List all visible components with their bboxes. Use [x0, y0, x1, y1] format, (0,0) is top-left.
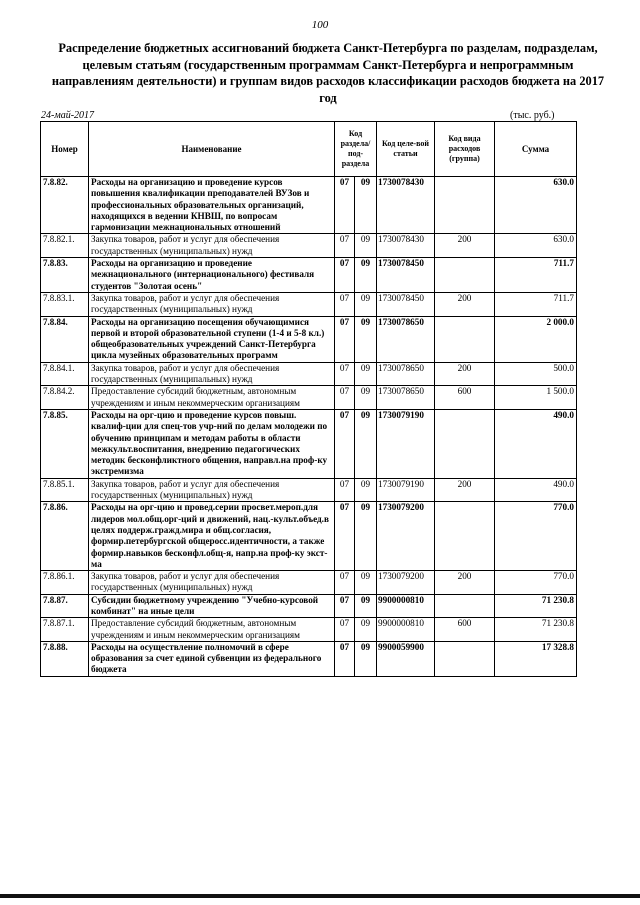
row-section: 07 — [335, 478, 355, 502]
row-group — [435, 409, 495, 478]
row-subsection: 09 — [355, 177, 377, 234]
row-article: 1730078650 — [377, 386, 435, 410]
table-row — [41, 258, 577, 293]
header-sum: Сумма — [495, 122, 577, 177]
document-date: 24-май-2017 — [41, 110, 95, 121]
budget-table-container — [40, 121, 577, 677]
row-subsection: 09 — [355, 386, 377, 410]
row-section: 07 — [335, 641, 355, 676]
row-sum: 490.0 — [495, 478, 577, 502]
row-name: Предоставление субсидий бюджетным, автономным учреждениям и иным некоммерческим организациям — [89, 618, 335, 642]
row-article: 1730079190 — [377, 478, 435, 502]
row-article: 1730079200 — [377, 571, 435, 595]
row-subsection: 09 — [355, 478, 377, 502]
row-subsection: 09 — [355, 409, 377, 478]
row-name: Закупка товаров, работ и услуг для обеспечения государственных (муниципальных) нужд — [89, 234, 335, 258]
row-group: 200 — [435, 234, 495, 258]
row-subsection: 09 — [355, 258, 377, 293]
row-article: 9900059900 — [377, 641, 435, 676]
row-number: 7.8.88. — [41, 641, 89, 676]
row-article: 1730079200 — [377, 502, 435, 571]
row-group — [435, 258, 495, 293]
row-name: Расходы на организацию посещения обучающимися первой и второй образовательной ступени (1-4 и 5-8 кл.) общеобразовательных учреждений Санкт-Петербурга цикла музейных образовательных программ — [89, 316, 335, 362]
row-name: Закупка товаров, работ и услуг для обеспечения государственных (муниципальных) нужд — [89, 478, 335, 502]
row-sum: 17 328.8 — [495, 641, 577, 676]
row-section: 07 — [335, 177, 355, 234]
row-group — [435, 316, 495, 362]
row-group — [435, 594, 495, 618]
row-name: Расходы на организацию и проведение курсов повышения квалификации преподавателей ВУЗов и профессиональных образовательных организаций, находящихся в ведении КНВШ, по вопросам гармонизации межнациональных отношений — [89, 177, 335, 234]
row-name: Расходы на орг-цию и провед.серии просвет.мероп.для лидеров мол.общ.орг-ций и движений, нац.-культ.объед.в целях поддерж.гражд.мира и общ.согласия, формир.петербургской общеросс.идентичности, а также формир.навыков бесконфл.общ-я, напр.на проф-ку экст-ма — [89, 502, 335, 571]
row-subsection: 09 — [355, 571, 377, 595]
row-sum: 1 500.0 — [495, 386, 577, 410]
row-group: 200 — [435, 362, 495, 386]
row-article: 1730079190 — [377, 409, 435, 478]
table-row — [41, 292, 577, 316]
row-sum: 490.0 — [495, 409, 577, 478]
row-section: 07 — [335, 618, 355, 642]
row-name: Закупка товаров, работ и услуг для обеспечения государственных (муниципальных) нужд — [89, 571, 335, 595]
row-name: Закупка товаров, работ и услуг для обеспечения государственных (муниципальных) нужд — [89, 292, 335, 316]
row-sum: 770.0 — [495, 571, 577, 595]
row-number: 7.8.82.1. — [41, 234, 89, 258]
row-name: Расходы на орг-цию и проведение курсов повыш. квалиф-ции для спец-тов учр-ний по делам молодежи по обучению принципам и методам работы в области межкульт.воспитания, внедрению педагогических методик бесконфликтного общения, направл.на проф-ку экстремизма — [89, 409, 335, 478]
row-sum: 630.0 — [495, 177, 577, 234]
table-row — [41, 571, 577, 595]
row-section: 07 — [335, 502, 355, 571]
row-name: Закупка товаров, работ и услуг для обеспечения государственных (муниципальных) нужд — [89, 362, 335, 386]
row-sum: 71 230.8 — [495, 618, 577, 642]
header-name: Наименование — [89, 122, 335, 177]
table-row — [41, 362, 577, 386]
header-group: Код вида расходов (группа) — [435, 122, 495, 177]
table-row — [41, 618, 577, 642]
table-header-row — [41, 122, 577, 177]
row-sum: 500.0 — [495, 362, 577, 386]
row-group: 600 — [435, 386, 495, 410]
row-section: 07 — [335, 292, 355, 316]
header-article: Код целе-вой статьи — [377, 122, 435, 177]
row-number: 7.8.84.1. — [41, 362, 89, 386]
row-group: 600 — [435, 618, 495, 642]
row-name: Предоставление субсидий бюджетным, автономным учреждениям и иным некоммерческим организациям — [89, 386, 335, 410]
row-article: 9900000810 — [377, 618, 435, 642]
row-number: 7.8.85.1. — [41, 478, 89, 502]
row-section: 07 — [335, 362, 355, 386]
row-number: 7.8.83. — [41, 258, 89, 293]
row-section: 07 — [335, 571, 355, 595]
row-subsection: 09 — [355, 292, 377, 316]
row-section: 07 — [335, 594, 355, 618]
row-group: 200 — [435, 478, 495, 502]
table-row — [41, 386, 577, 410]
row-number: 7.8.87.1. — [41, 618, 89, 642]
row-subsection: 09 — [355, 641, 377, 676]
row-sum: 711.7 — [495, 292, 577, 316]
row-section: 07 — [335, 316, 355, 362]
row-article: 9900000810 — [377, 594, 435, 618]
budget-table — [40, 121, 577, 677]
row-number: 7.8.83.1. — [41, 292, 89, 316]
table-row — [41, 316, 577, 362]
row-group — [435, 177, 495, 234]
row-sum: 71 230.8 — [495, 594, 577, 618]
row-section: 07 — [335, 409, 355, 478]
row-number: 7.8.87. — [41, 594, 89, 618]
row-article: 1730078430 — [377, 177, 435, 234]
row-section: 07 — [335, 234, 355, 258]
row-number: 7.8.86.1. — [41, 571, 89, 595]
row-number: 7.8.84.2. — [41, 386, 89, 410]
table-row — [41, 177, 577, 234]
row-number: 7.8.84. — [41, 316, 89, 362]
row-article: 1730078650 — [377, 316, 435, 362]
row-group — [435, 502, 495, 571]
table-row — [41, 409, 577, 478]
row-subsection: 09 — [355, 234, 377, 258]
row-name: Расходы на организацию и проведение межнационального (интернационального) фестиваля студентов "Золотая осень" — [89, 258, 335, 293]
row-sum: 711.7 — [495, 258, 577, 293]
row-subsection: 09 — [355, 316, 377, 362]
row-group: 200 — [435, 571, 495, 595]
row-number: 7.8.82. — [41, 177, 89, 234]
table-row — [41, 641, 577, 676]
row-article: 1730078450 — [377, 292, 435, 316]
header-section: Код раздела/ под-раздела — [335, 122, 377, 177]
row-sum: 630.0 — [495, 234, 577, 258]
row-sum: 770.0 — [495, 502, 577, 571]
row-section: 07 — [335, 258, 355, 293]
row-section: 07 — [335, 386, 355, 410]
table-row — [41, 234, 577, 258]
row-article: 1730078450 — [377, 258, 435, 293]
units-label: (тыс. руб.) — [510, 110, 555, 121]
table-row — [41, 594, 577, 618]
document-title: Распределение бюджетных ассигнований бюджета Санкт-Петербурга по разделам, подразделам, целевым статьям (государственным программам Санкт-Петербурга и непрограммным направлениям деятельности) и группам видов расходов классификации расходов бюджета на 2017 год — [51, 41, 605, 105]
row-group — [435, 641, 495, 676]
row-number: 7.8.86. — [41, 502, 89, 571]
row-name: Расходы на осуществление полномочий в сфере образования за счет единой субвенции из федерального бюджета — [89, 641, 335, 676]
row-subsection: 09 — [355, 502, 377, 571]
row-name: Субсидии бюджетному учреждению "Учебно-курсовой комбинат" на иные цели — [89, 594, 335, 618]
row-number: 7.8.85. — [41, 409, 89, 478]
page-bottom-rule — [0, 894, 640, 898]
table-row — [41, 478, 577, 502]
header-number: Номер — [41, 122, 89, 177]
table-row — [41, 502, 577, 571]
row-subsection: 09 — [355, 362, 377, 386]
row-sum: 2 000.0 — [495, 316, 577, 362]
page-number: 100 — [311, 19, 329, 31]
row-article: 1730078650 — [377, 362, 435, 386]
row-article: 1730078430 — [377, 234, 435, 258]
row-subsection: 09 — [355, 618, 377, 642]
row-group: 200 — [435, 292, 495, 316]
row-subsection: 09 — [355, 594, 377, 618]
